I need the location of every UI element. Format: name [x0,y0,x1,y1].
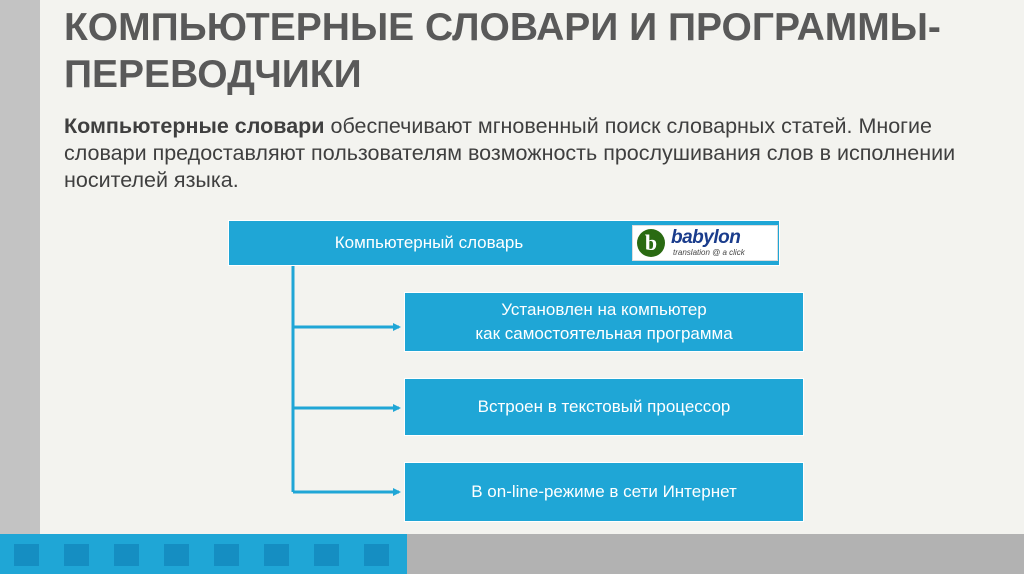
decor-tile [114,544,139,566]
babylon-logo-word: babylon [671,227,741,248]
option-1-line-2: как самостоятельная программа [475,324,733,343]
decor-tile [14,544,39,566]
babylon-logo [632,225,778,261]
option-box-standalone [404,292,804,352]
slide-title: КОМПЬЮТЕРНЫЕ СЛОВАРИ И ПРОГРАММЫ-ПЕРЕВОДЧИКИ [64,6,941,96]
option-3-label: В on-line-режиме в сети Интернет [471,482,737,501]
decor-tile [264,544,289,566]
option-box-word-processor [404,378,804,436]
babylon-logo-tagline: translation @ a click [673,248,745,257]
intro-text: обеспечивают мгновенный поиск словарных статей. Многие словари предоставляют пользователям возможность прослушивания слов в исполнении носителей языка. [64,114,956,192]
babylon-b-icon: b [637,229,665,257]
decor-tile [214,544,239,566]
option-2-label: Встроен в текстовый процессор [477,397,731,416]
option-box-online [404,462,804,522]
option-1-line-1: Установлен на компьютер [501,300,707,319]
main-dictionary-label: Компьютерный словарь [334,233,524,252]
decor-tile [364,544,389,566]
decor-tile [314,544,339,566]
intro-bold-term: Компьютерные словари [64,114,325,138]
decor-tile [164,544,189,566]
decor-tile [64,544,89,566]
bottom-tile-row [14,544,414,566]
